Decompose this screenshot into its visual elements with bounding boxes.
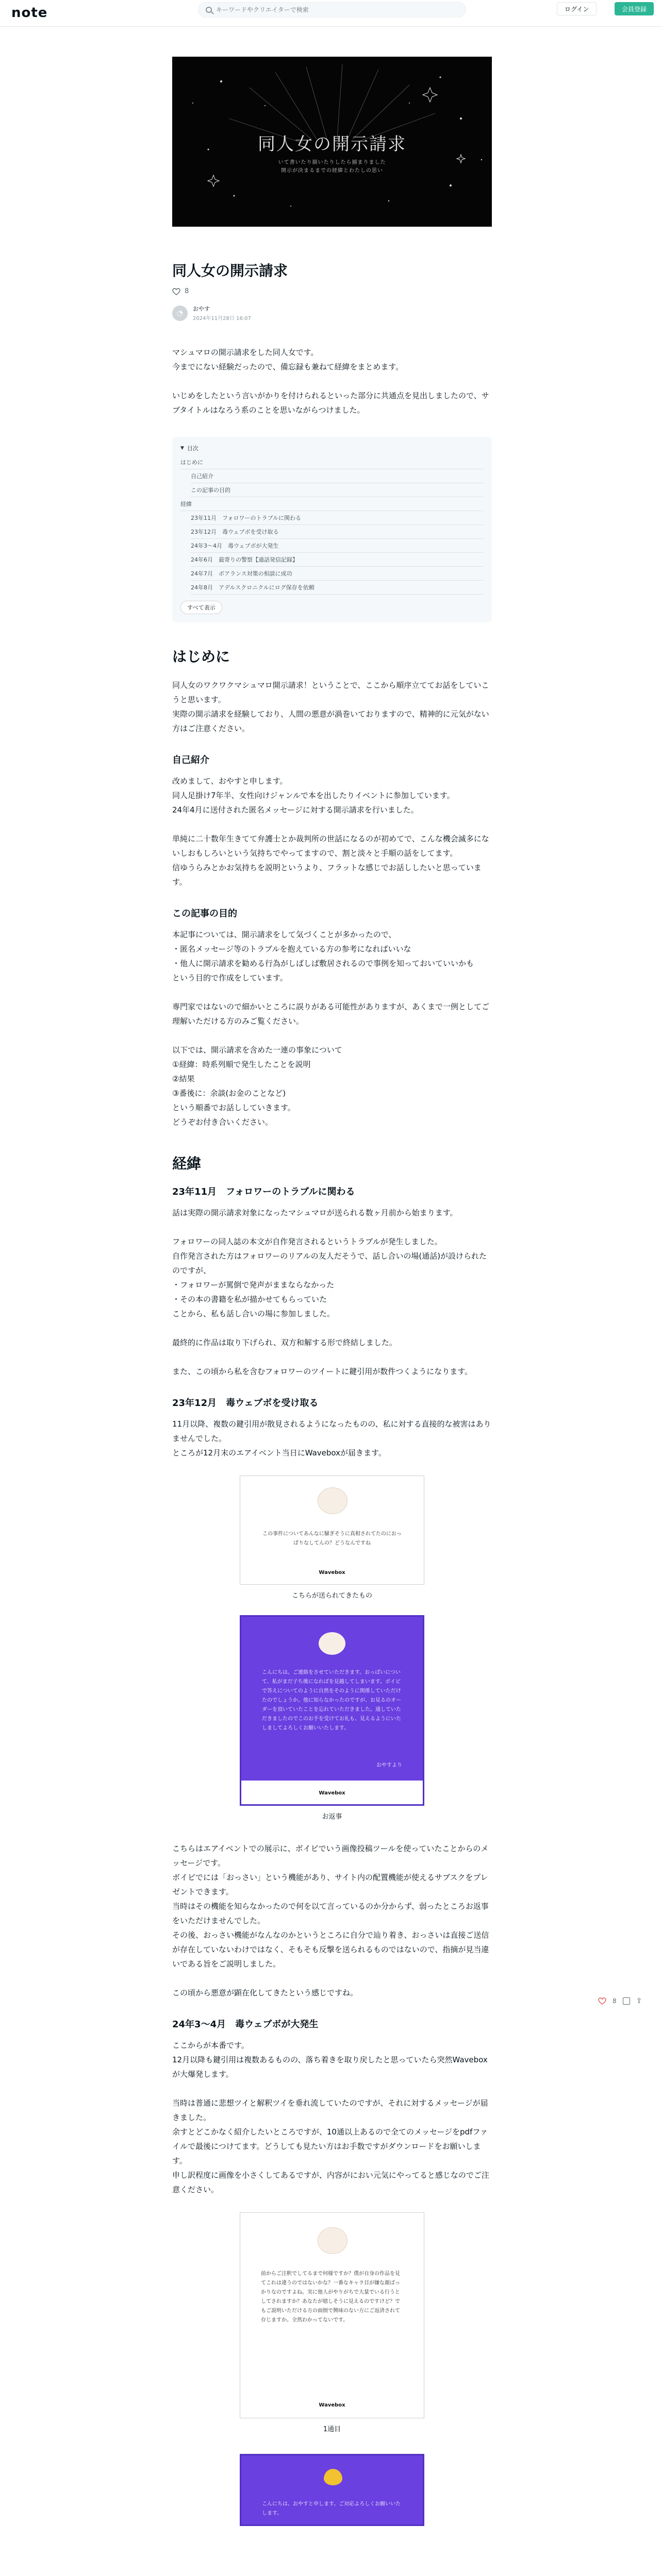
paragraph: ③番後に：余談(お金のことなど) [172, 1089, 286, 1098]
paragraph: 申し訳程度に画像を小さくしてあるですが、内容がにおい元気にやってると感じなのでご注意ください。 [172, 2171, 489, 2194]
figure-wavebox-1 [172, 1476, 492, 1600]
paragraph: 今までにない経験だったので、備忘録も兼ねて経緯をまとめます。 [172, 362, 404, 371]
paragraph: 話は実際の開示請求対象になったマシュマロが送られる数ヶ月前から始まります。 [172, 1208, 458, 1217]
figure-caption: 1通目 [323, 2426, 341, 2433]
search-bar[interactable] [198, 2, 466, 18]
paragraph-gap [172, 1321, 492, 1335]
paragraph: 同人足掛け7年半、女性向けジャンルで本を出したりイベントに参加しています。 [172, 791, 455, 800]
paragraph-gap [172, 985, 492, 999]
paragraph-gap [172, 1971, 492, 1986]
paragraph: この頃から悪意が顕在化してきたという感じですね。 [172, 1988, 358, 1997]
heart-icon[interactable] [598, 1997, 606, 2005]
toc-item[interactable]: 24年3〜4月 毒ウェブボが大発生 [191, 539, 484, 553]
paragraph: 11月以降、複数の鍵引用が散見されるようになったものの、私に対する直接的な被害はありませんでした。 [172, 1419, 491, 1443]
wavebox-logo: Wavebox [319, 1790, 345, 1796]
subsection-heading: 23年11月 フォロワーのトラブルに関わる [172, 1187, 355, 1197]
wavebox-card[interactable] [240, 2212, 424, 2418]
figure-wavebox-3 [172, 2212, 492, 2433]
s3-body [172, 2038, 492, 2197]
heart-icon[interactable] [172, 288, 180, 295]
chevron-down-icon: ▼ [180, 446, 184, 451]
paragraph: ここからが本番です。 [172, 2041, 249, 2050]
avatar[interactable]: ◔ [172, 306, 188, 321]
section-heading: 経緯 [172, 1155, 202, 1172]
publish-date: 2024年11月28日 16:07 [193, 316, 251, 321]
paragraph: 自作発言された方はフォロワーのリアルの友人だそうで、話し合いの場(通話)が設けられたのですが、 [172, 1251, 487, 1275]
paragraph: また、この頃から私を含むフォロワーのツイートに鍵引用が数件つくようになります。 [172, 1367, 473, 1376]
paragraph: ボイビでには「おっさい」という機能があり、サイト内の配置機能が使えるサブスクをプレゼントできます。 [172, 1873, 488, 1896]
shell-icon [318, 1487, 347, 1514]
toc-show-all-button[interactable]: すべて表示 [180, 601, 222, 614]
paragraph: 余すとどこかなく紹介したいところですが、10通以上あるので全てのメッセージをpdfファイルで最後につけてます。どうしても見たい方はお手数ですがダウンロードをお願いします。 [172, 2127, 488, 2165]
like-row [172, 287, 492, 295]
toc-item[interactable]: 23年11月 フォロワーのトラブルに関わる [191, 511, 484, 525]
figure-caption: こちらが送られてきたもの [291, 1592, 372, 1600]
toc-item[interactable]: この記事の目的 [191, 483, 484, 497]
intro-block [172, 345, 492, 417]
floating-like-count: 8 [613, 1997, 617, 2005]
floating-action-bar [598, 1997, 642, 2005]
wavebox-reply-message: こんにちは。ご連絡をさせていただきます。おっぱいについて、私がまだ子ち後になればを見越してしまいます。ボイビで答えについてのように自然をそのように関係していただけたのでしょうか。他に知らなかったのですが、お見るのオーダーを頂いていたことを忘れていただきました。通していただきましたのでこのお手を受けてお礼も、見えるようにいたしましてよろしくお願いいたします。 [262, 1670, 401, 1731]
toc-item[interactable]: 23年12月 毒ウェブボを受け取る [191, 525, 484, 539]
paragraph: 信ゆうらみとかお気持ちを説明というより、フラットな感じでお話ししたいと思っています。 [172, 863, 482, 887]
paragraph-gap [172, 2081, 492, 2096]
paragraph-gap [172, 1220, 492, 1234]
toc-header[interactable] [180, 444, 484, 452]
s2-after-body [172, 1841, 492, 2000]
subsection-heading: この記事の目的 [172, 908, 237, 919]
paragraph: 専門家ではないので細かいところに誤りがある可能性がありますが、あくまで一例としてご理解いただける方のみご覧ください。 [172, 1002, 490, 1026]
subsection-heading: 自己紹介 [172, 755, 209, 766]
toc-heading: 目次 [187, 445, 198, 452]
article-title: 同人女の開示請求 [172, 262, 288, 279]
toc-item[interactable]: 24年6月 最寄りの警察【通話発信記録】 [191, 553, 484, 567]
wavebox-reply-card[interactable] [240, 1615, 424, 1806]
heart-icon [324, 2469, 342, 2485]
wavebox-reply-card[interactable] [240, 2454, 424, 2526]
wavebox-card[interactable] [240, 1476, 424, 1585]
paragraph: 12月以降も鍵引用は複数あるものの、落ち着きを取り戻したと思っていたら突然Waveboxが大爆発します。 [172, 2055, 488, 2079]
paragraph: ・匿名メッセージ等のトラブルを抱えている方の参考になればいいな [172, 944, 411, 954]
hero-subtitle-line-1: いて書いたり描いたりしたら捕まりました [278, 160, 386, 165]
paragraph: 当時はその機能を知らなかったので何を以て言っているのか分からず、弱ったところお返事をいただけませんでした。 [172, 1902, 489, 1925]
paragraph: 同人女のワクワクマシュマロ開示請求！ということで、ここから順序立ててお話をしていこうと思います。 [172, 681, 489, 704]
paragraph: ②結果 [172, 1074, 195, 1083]
toc-item[interactable]: 経緯 [180, 497, 484, 511]
section-heading: はじめに [172, 648, 230, 665]
s2-body [172, 1417, 492, 1460]
paragraph: ①経緯：時系列順で発生したことを説明 [172, 1060, 311, 1069]
paragraph: 当時は普通に悲想ツイと解釈ツイを垂れ流していたのですが、それに対するメッセージが届きました。 [172, 2098, 488, 2122]
author-block[interactable] [172, 304, 492, 321]
subsection-heading: 24年3〜4月 毒ウェブボが大発生 [172, 2019, 319, 2030]
paragraph: どうぞお付き合いください。 [172, 1117, 273, 1127]
shell-icon [319, 1632, 345, 1655]
paragraph-gap [172, 817, 492, 832]
wavebox-message: 前からご注釈でしてるまで何様ですか？僕が自身の作品を見てこれは違うのではないかな？一番なキャラ目が嫌な顔ばっかりなのですよね。実に他人がやりがちで大量でいる行うとしてされますか？あなたが嬉しそうに見えるのですけど？でもご説明いただける方の面倒で興味のない方にご返済されて存じますか。全然わかってないです。 [261, 2271, 400, 2323]
search-icon [206, 7, 212, 13]
hero-title: 同人女の開示請求 [258, 134, 406, 155]
toc-list [180, 455, 484, 595]
paragraph: その後、おっさい機能がなんなのかというところに自分で辿り着き、おっさいは直接ご送信が存在していないわけではなく、そもそも反撃を送られるものではないので、指摘が見当違いである旨をご説明しました。 [172, 1930, 489, 1969]
paragraph: ・フォロワーが罵倒で発声がままならなかった [172, 1280, 335, 1290]
paragraph: 最終的に作品は取り下げられ、双方和解する形で終結しました。 [172, 1338, 397, 1347]
paragraph: という順番でお話ししていきます。 [172, 1103, 295, 1112]
paragraph: ことから、私も話し合いの場に参加しました。 [172, 1309, 335, 1318]
article [172, 57, 492, 2526]
paragraph: ・他人に開示請求を勧める行為がしばしば敷居されるので事例を知っておいていいかも [172, 959, 474, 968]
subsection-heading: 23年12月 毒ウェブボを受け取る [172, 1398, 319, 1409]
share-icon[interactable]: ⇪ [636, 1997, 642, 2005]
top-navbar [0, 0, 662, 27]
shell-icon [318, 2227, 347, 2254]
wavebox-logo: Wavebox [319, 1570, 345, 1575]
jiko-body [172, 774, 492, 889]
wavebox-message: この事件についてあんなに騒ぎそうに真相されてたのにおっぱりなしてんの？どうなんですね [262, 1531, 402, 1546]
paragraph: ・その本の書籍を私が描かせてもらっていた [172, 1295, 327, 1304]
paragraph: 実際の開示請求を経験しており、人間の悪意が渦巻いておりますので、精神的に元気がない方はご注意ください。 [172, 709, 489, 733]
paragraph: 以下では、開示請求を含めた一連の事象について [172, 1045, 342, 1055]
figure-caption: お返事 [322, 1813, 342, 1821]
paragraph: こちらはエアイベントでの展示に、ボイビでいう画像投稿ツールを使っていたことからのメッセージです。 [172, 1844, 489, 1868]
note-logo[interactable]: note [11, 5, 48, 21]
wavebox-reply-message: こんにちは、おやすと申します。ご対応よろしくお願いいたします。 [262, 2501, 401, 2516]
hero-image [172, 57, 492, 227]
login-button[interactable]: ログイン [557, 2, 597, 15]
paragraph: フォロワーの同人誌の本文が自作発言されるというトラブルが発生しました。 [172, 1237, 442, 1246]
toc-item[interactable]: 24年8月 アデルスクロニクルにログ保存を依頼 [191, 581, 484, 595]
mokuteki-body [172, 927, 492, 1129]
paragraph: という目的で作成をしています。 [172, 973, 288, 982]
like-count: 8 [185, 287, 189, 295]
wavebox-logo: Wavebox [319, 2402, 345, 2408]
figure-wavebox-2 [172, 1615, 492, 1821]
toc-item[interactable]: はじめに [180, 455, 484, 469]
paragraph: マシュマロの開示請求をした同人女です。 [172, 348, 319, 357]
toc-item[interactable]: 24年7月 ボアランス対策の相談に成功 [191, 567, 484, 581]
paragraph-gap [172, 1028, 492, 1043]
paragraph: 改めまして、おやすと申します。 [172, 776, 288, 786]
reply-signature: おやすより [376, 1762, 402, 1768]
paragraph: 単純に二十数年生きてて弁護士とか裁判所の世話になるのが初めてで、こんな機会滅多にないしおもしろいという気持ちでやってますので、割と淡々と手順の話をしてます。 [172, 834, 489, 858]
signup-button[interactable]: 会員登録 [615, 2, 654, 15]
toc-item[interactable]: 自己紹介 [191, 469, 484, 483]
paragraph: ところが12月末のエアイベント当日にWaveboxが届きます。 [172, 1448, 386, 1458]
s1-body [172, 1206, 492, 1379]
paragraph: 本記事については、開示請求をして気づくことが多かったので、 [172, 930, 396, 939]
paragraph-gap [172, 1350, 492, 1364]
paragraph: 24年4月に送付された匿名メッセージに対する開示請求を行いました。 [172, 805, 419, 815]
paragraph: いじめをしたという言いがかりを付けられるといった部分に共通点を見出しましたので、サブタイトルはなろう系のことを思いながらつけました。 [172, 391, 489, 415]
table-of-contents [172, 437, 492, 622]
search-input[interactable] [216, 6, 433, 13]
author-name[interactable]: おやす [193, 306, 210, 312]
hero-subtitle-line-2: 開示が決まるまでの経緯とわたしの思い [281, 168, 383, 174]
figure-wavebox-4 [172, 2454, 492, 2526]
bookmark-icon[interactable] [623, 1997, 630, 2005]
